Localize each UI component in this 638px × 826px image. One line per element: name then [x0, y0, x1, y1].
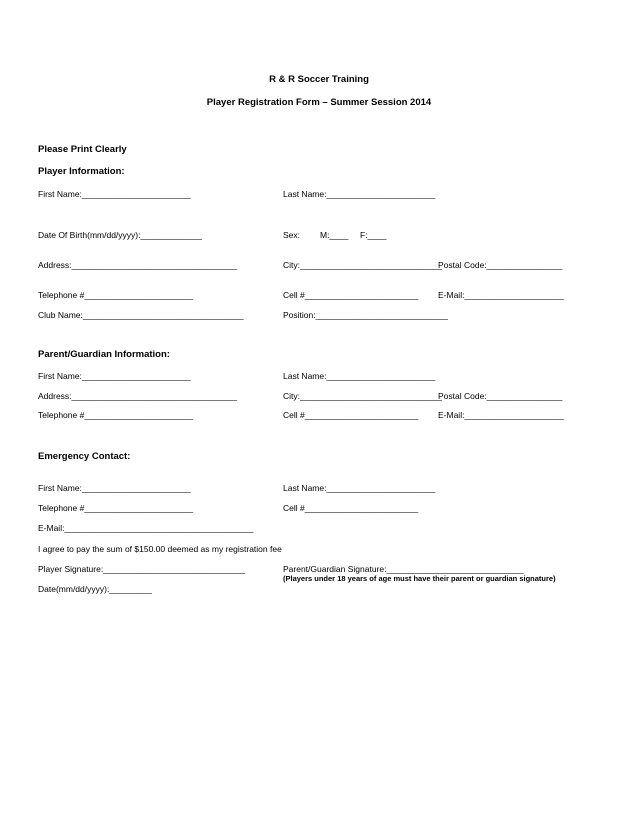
emergency-first-name-field[interactable]: First Name:_______________________	[38, 483, 191, 493]
guardian-city-field[interactable]: City:______________________________	[283, 391, 442, 401]
player-postal-code-field[interactable]: Postal Code:________________	[438, 260, 563, 270]
player-telephone-field[interactable]: Telephone #_______________________	[38, 290, 194, 300]
player-club-name-field[interactable]: Club Name:__________________________________	[38, 310, 244, 320]
guardian-address-field[interactable]: Address:___________________________________	[38, 391, 237, 401]
player-cell-field[interactable]: Cell #________________________	[283, 290, 419, 300]
player-sex-label: Sex:	[283, 230, 301, 240]
player-signature-field[interactable]: Player Signature:______________________________	[38, 564, 246, 574]
player-sex-male-field[interactable]: M:____	[320, 230, 349, 240]
player-dob-field[interactable]: Date Of Birth(mm/dd/yyyy):_____________	[38, 230, 202, 240]
guardian-section-heading: Parent/Guardian Information:	[38, 349, 170, 360]
player-section-heading: Player Information:	[38, 166, 125, 177]
guardian-email-field[interactable]: E-Mail:_____________________	[438, 410, 564, 420]
guardian-first-name-field[interactable]: First Name:_______________________	[38, 371, 191, 381]
emergency-email-field[interactable]: E-Mail:________________________________________	[38, 523, 254, 533]
player-address-field[interactable]: Address:___________________________________	[38, 260, 237, 270]
form-subtitle: Player Registration Form – Summer Session 2014	[206, 97, 432, 108]
player-first-name-field[interactable]: First Name:_______________________	[38, 189, 191, 199]
guardian-signature-note: (Players under 18 years of age must have their parent or guardian signature)	[283, 574, 556, 583]
guardian-last-name-field[interactable]: Last Name:_______________________	[283, 371, 436, 381]
guardian-telephone-field[interactable]: Telephone #_______________________	[38, 410, 194, 420]
player-sex-female-field[interactable]: F:____	[360, 230, 387, 240]
print-instructions: Please Print Clearly	[38, 144, 127, 155]
guardian-postal-code-field[interactable]: Postal Code:________________	[438, 391, 563, 401]
guardian-signature-field[interactable]: Parent/Guardian Signature:_____________________________	[283, 564, 524, 574]
signature-date-field[interactable]: Date(mm/dd/yyyy):_________	[38, 584, 152, 594]
form-title: R & R Soccer Training	[269, 74, 369, 85]
player-last-name-field[interactable]: Last Name:_______________________	[283, 189, 436, 199]
fee-agreement-text: I agree to pay the sum of $150.00 deemed as my registration fee	[38, 544, 282, 554]
emergency-telephone-field[interactable]: Telephone #_______________________	[38, 503, 194, 513]
emergency-section-heading: Emergency Contact:	[38, 451, 131, 462]
player-position-field[interactable]: Position:____________________________	[283, 310, 448, 320]
player-city-field[interactable]: City:______________________________	[283, 260, 442, 270]
player-email-field[interactable]: E-Mail:_____________________	[438, 290, 564, 300]
emergency-cell-field[interactable]: Cell #________________________	[283, 503, 419, 513]
emergency-last-name-field[interactable]: Last Name:_______________________	[283, 483, 436, 493]
guardian-cell-field[interactable]: Cell #________________________	[283, 410, 419, 420]
